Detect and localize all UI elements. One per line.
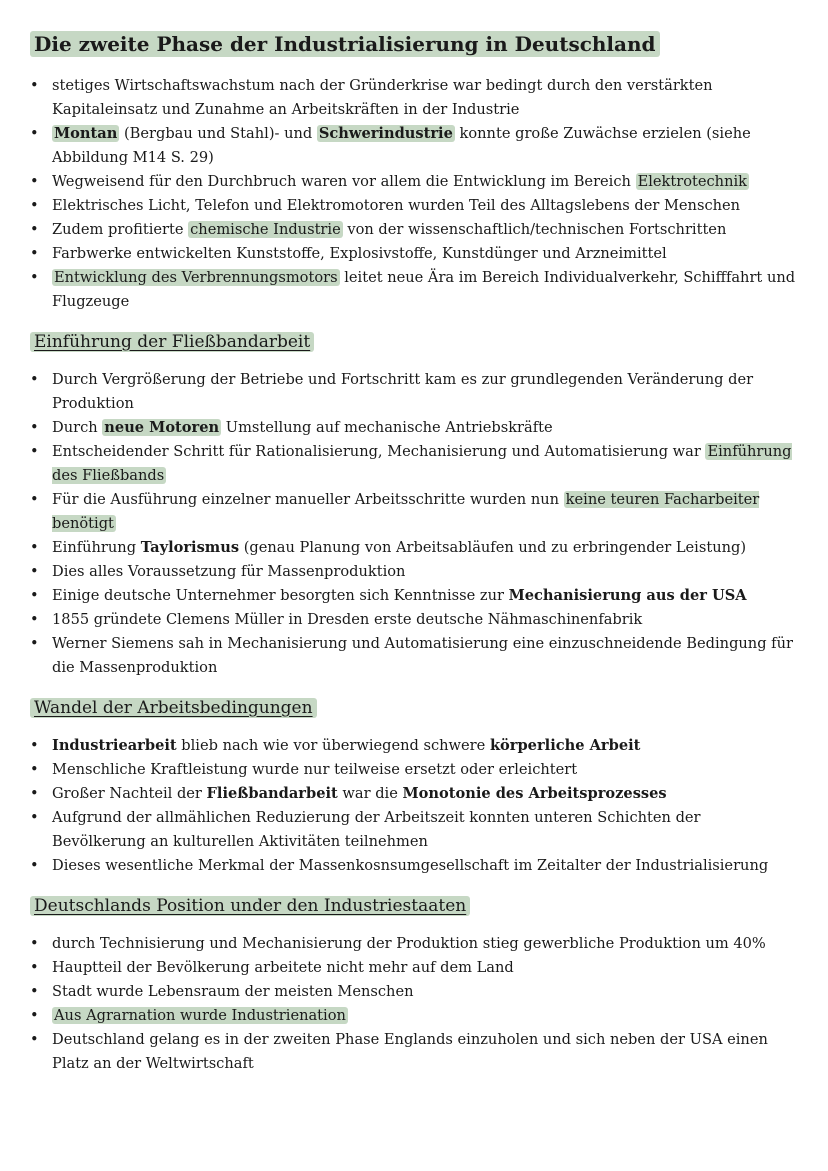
list-text: Aufgrund der allmählichen Reduzierung der Arbeitszeit konnten unteren Schichten der Bevölkerung an kulturellen Aktivitäten teilnehmen (52, 809, 701, 850)
list-item (52, 608, 798, 632)
list-item (52, 242, 798, 266)
list-item (52, 74, 798, 122)
list-text: Elektrisches Licht, Telefon und Elektromotoren wurden Teil des Alltagslebens der Menschen (52, 197, 741, 214)
list-item (52, 266, 798, 314)
list-item (52, 1028, 798, 1076)
emphasis-text: Fließbandarbeit (206, 785, 338, 802)
section-0 (30, 74, 798, 314)
emphasis-text: Elektrotechnik (637, 173, 747, 190)
list-item (52, 170, 798, 194)
section-heading: Wandel der Arbeitsbedingungen (30, 698, 798, 718)
section-1 (30, 332, 798, 680)
list-text: Hauptteil der Bevölkerung arbeitete nicht mehr auf dem Land (52, 959, 514, 976)
list-text: (genau Planung von Arbeitsabläufen und zu erbringender Leistung) (239, 539, 747, 556)
list-item (52, 194, 798, 218)
list-item (52, 932, 798, 956)
emphasis-text: Einführung des Fließbands (52, 443, 792, 484)
list-item (52, 584, 798, 608)
list-text: Dies alles Voraussetzung für Massenproduktion (52, 563, 406, 580)
list-item (52, 956, 798, 980)
section-heading: Einführung der Fließbandarbeit (30, 332, 798, 352)
list-text: Zudem profitierte (52, 221, 189, 238)
list-text: Durch (52, 419, 103, 436)
list-text: (Bergbau und Stahl)- und (119, 125, 317, 142)
list-text: Einige deutsche Unternehmer besorgten sich Kenntnisse zur (52, 587, 509, 604)
emphasis-text: keine teuren Facharbeiter benötigt (52, 491, 760, 532)
list-text: stetiges Wirtschaftswachstum nach der Gründerkrise war bedingt durch den verstärkten Kapitaleinsatz und Zunahme an Arbeitskräften in der Industrie (52, 77, 713, 118)
section-2 (30, 698, 798, 878)
page-title: Die zweite Phase der Industrialisierung in Deutschland (30, 32, 798, 56)
list-item (52, 560, 798, 584)
list-text: leitet neue Ära im Bereich Individualverkehr, Schifffahrt und Flugzeuge (52, 269, 796, 310)
emphasis-text: Aus Agrarnation wurde Industrienation (54, 1007, 346, 1024)
list-text: Durch Vergrößerung der Betriebe und Fortschritt kam es zur grundlegenden Veränderung der Produktion (52, 371, 754, 412)
list-text: Werner Siemens sah in Mechanisierung und Automatisierung eine einzuschneidende Bedingung für die Massenproduktion (52, 635, 793, 676)
list-item (52, 1004, 798, 1028)
list-item (52, 440, 798, 488)
list-item (52, 536, 798, 560)
list-item (52, 122, 798, 170)
list-text: konnte große Zuwächse erzielen (siehe Abbildung M14 S. 29) (52, 125, 751, 166)
section-heading: Deutschlands Position under den Industriestaaten (30, 896, 798, 916)
bullet-list (30, 368, 798, 680)
list-text: Menschliche Kraftleistung wurde nur teilweise ersetzt oder erleichtert (52, 761, 578, 778)
list-item (52, 632, 798, 680)
list-text: Stadt wurde Lebensraum der meisten Menschen (52, 983, 414, 1000)
list-item (52, 218, 798, 242)
list-text: Umstellung auf mechanische Antriebskräfte (221, 419, 553, 436)
bullet-list (30, 74, 798, 314)
list-text: Großer Nachteil der (52, 785, 207, 802)
list-item (52, 368, 798, 416)
bullet-list (30, 734, 798, 878)
list-text: war die (337, 785, 403, 802)
list-item (52, 734, 798, 758)
list-text: von der wissenschaftlich/technischen Fortschritten (342, 221, 727, 238)
list-text: Wegweisend für den Durchbruch waren vor allem die Entwicklung im Bereich (52, 173, 636, 190)
list-text: blieb nach wie vor überwiegend schwere (176, 737, 490, 754)
list-text: Dieses wesentliche Merkmal der Massenkosnsumgesellschaft im Zeitalter der Industrialisierung (52, 857, 769, 874)
list-text: Für die Ausführung einzelner manueller Arbeitsschritte wurden nun (52, 491, 564, 508)
emphasis-text: Schwerindustrie (318, 125, 453, 142)
list-text: Deutschland gelang es in der zweiten Phase Englands einzuholen und sich neben der USA einen Platz an der Weltwirtschaft (52, 1031, 768, 1072)
list-item (52, 854, 798, 878)
emphasis-text: Industriearbeit (52, 737, 177, 754)
list-item (52, 416, 798, 440)
emphasis-text: Mechanisierung aus der USA (508, 587, 747, 604)
list-item (52, 980, 798, 1004)
list-text: Entscheidender Schritt für Rationalisierung, Mechanisierung und Automatisierung war (52, 443, 706, 460)
emphasis-text: Taylorismus (140, 539, 240, 556)
emphasis-text: Entwicklung des Verbrennungsmotors (54, 269, 338, 286)
list-text: 1855 gründete Clemens Müller in Dresden erste deutsche Nähmaschinenfabrik (52, 611, 643, 628)
list-item (52, 488, 798, 536)
emphasis-text: chemische Industrie (190, 221, 341, 238)
section-3 (30, 896, 798, 1076)
list-item (52, 758, 798, 782)
document-body (30, 74, 798, 1076)
list-text: Farbwerke entwickelten Kunststoffe, Explosivstoffe, Kunstdünger und Arzneimittel (52, 245, 667, 262)
list-item (52, 806, 798, 854)
list-item (52, 782, 798, 806)
bullet-list (30, 932, 798, 1076)
list-text: Einführung (52, 539, 141, 556)
list-text: durch Technisierung und Mechanisierung der Produktion stieg gewerbliche Produktion um 40% (52, 935, 766, 952)
emphasis-text: körperliche Arbeit (489, 737, 641, 754)
emphasis-text: neue Motoren (104, 419, 220, 436)
emphasis-text: Montan (54, 125, 118, 142)
emphasis-text: Monotonie des Arbeitsprozesses (402, 785, 667, 802)
